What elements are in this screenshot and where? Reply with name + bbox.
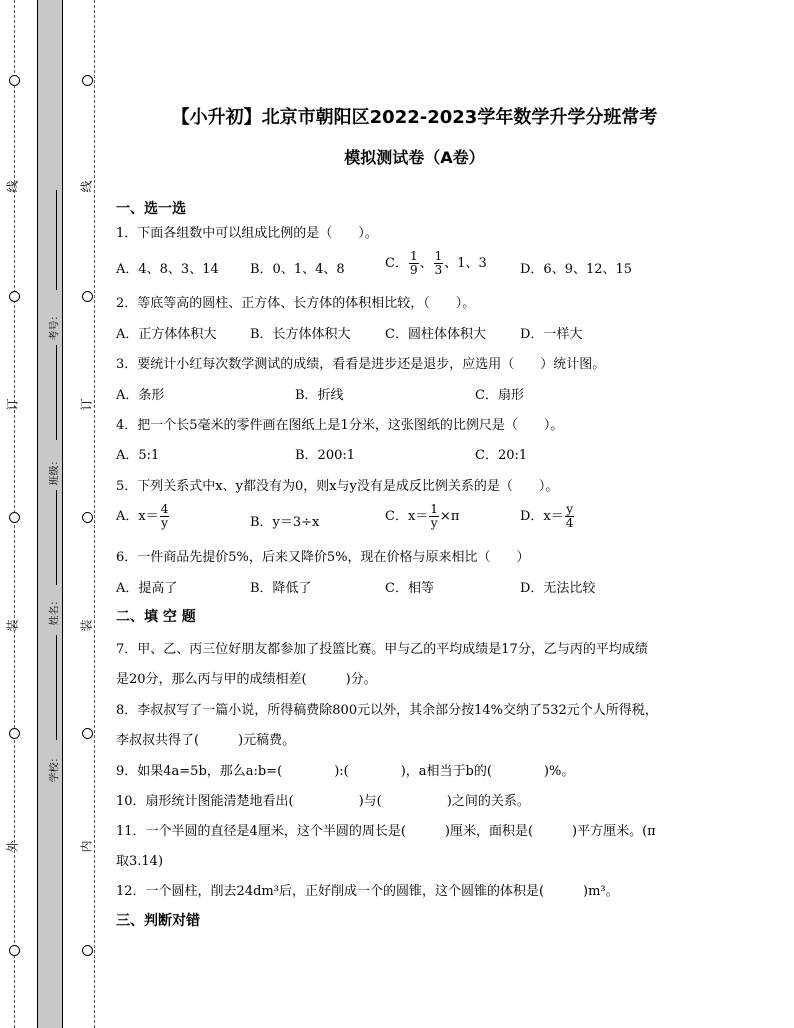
- q5-option-b: B．y＝3÷x: [250, 515, 320, 530]
- field-school-line: [56, 635, 57, 740]
- q7-line1: 7．甲、乙、丙三位好朋友都参加了投篮比赛。甲与乙的平均成绩是17分，乙与丙的平均成绩: [116, 642, 648, 657]
- field-class-line: [56, 345, 57, 440]
- q12-stem: 12．一个圆柱，削去24dm³后，正好削成一个的圆锥，这个圆锥的体积是( )m³。: [116, 884, 619, 899]
- q4-option-b: B．200:1: [295, 448, 356, 463]
- binding-hole-inner: [82, 728, 93, 739]
- field-name-label: 姓名：: [49, 595, 61, 626]
- q2-option-b: B．长方体体积大: [250, 327, 351, 342]
- q1-option-a: A．4、8、3、14: [116, 262, 219, 277]
- q11-line1: 11．一个半圆的直径是4厘米，这个半圆的周长是( )厘米，面积是( )平方厘米。(π: [116, 824, 656, 839]
- q1-option-c: C． $\frac{1}{9}$ 、 $\frac{1}{3}$ 、1、3: [385, 249, 487, 277]
- binding-hole-outer: [9, 728, 20, 739]
- q6-option-b: B．降低了: [250, 581, 312, 596]
- q3-option-a: A．条形: [116, 388, 165, 403]
- q2-option-c: C．圆柱体体积大: [385, 327, 486, 342]
- q1-option-b: B．0、1、4、8: [250, 262, 345, 277]
- outer-mark-bind: 装: [5, 619, 20, 632]
- field-class-label: 班级：: [49, 455, 61, 486]
- page-title-line2: 模拟测试卷（A卷）: [344, 148, 485, 167]
- outer-mark-staple: 订: [5, 398, 20, 411]
- binding-hole-inner: [82, 75, 93, 86]
- q4-option-a: A．5:1: [116, 448, 160, 463]
- field-name-line: [56, 490, 57, 585]
- binding-hole-inner: [82, 291, 93, 302]
- q6-stem: 6．一件商品先提价5%，后来又降价5%，现在价格与原来相比（ ）: [116, 550, 530, 565]
- q3-option-c: C．扇形: [475, 388, 524, 403]
- q3-stem: 3．要统计小红每次数学测试的成绩，看看是进步还是退步，应选用（ ）统计图。: [116, 357, 606, 372]
- q5-stem: 5．下列关系式中x、y都没有为0，则x与y没有是成反比例关系的是（ ）。: [116, 479, 559, 494]
- q2-option-a: A．正方体体积大: [116, 327, 217, 342]
- field-school-label: 学校：: [49, 752, 61, 783]
- q6-option-c: C．相等: [385, 581, 434, 596]
- binding-hole-outer: [9, 945, 20, 956]
- q1-c-prefix: C．: [385, 256, 408, 271]
- inner-mark-inside: 内: [79, 840, 94, 853]
- section-heading-choice: 一、选一选: [116, 201, 186, 217]
- q2-stem: 2．等底等高的圆柱、正方体、长方体的体积相比较，（ ）。: [116, 296, 476, 311]
- field-exam-number-line: [56, 190, 57, 290]
- q8-line1: 8．李叔叔写了一篇小说，所得稿费除800元以外，其余部分按14%交纳了532元个人所得税，: [116, 703, 658, 718]
- q2-option-d: D．一样大: [520, 327, 583, 342]
- section-heading-judge: 三、判断对错: [116, 913, 200, 929]
- q10-stem: 10．扇形统计图能清楚地看出( )与( )之间的关系。: [116, 794, 530, 809]
- fraction-y-4: $\frac{y}{4}$: [565, 502, 574, 530]
- binding-hole-outer: [9, 75, 20, 86]
- q5-option-a: A．x＝ $\frac{4}{y}$: [116, 502, 169, 530]
- q6-option-a: A．提高了: [116, 581, 178, 596]
- binding-hole-outer: [9, 291, 20, 302]
- q1-c-suffix: 、1、3: [444, 256, 487, 271]
- fraction-1-9: $\frac{1}{9}$: [409, 249, 418, 277]
- fraction-4-y: $\frac{4}{y}$: [160, 502, 169, 530]
- q6-option-d: D．无法比较: [520, 581, 596, 596]
- binding-hole-inner: [82, 945, 93, 956]
- q4-stem: 4．把一个长5毫米的零件画在图纸上是1分米，这张图纸的比例尺是（ ）。: [116, 418, 564, 433]
- q9-stem: 9．如果4a=5b，那么a:b=( ):( )，a相当于b的( )%。: [116, 764, 575, 779]
- binding-hole-inner: [82, 512, 93, 523]
- q11-line2: 取3.14): [116, 854, 164, 869]
- outer-mark-outside: 外: [5, 840, 20, 853]
- q3-option-b: B．折线: [295, 388, 344, 403]
- q8-line2: 李叔叔共得了( )元稿费。: [116, 733, 296, 748]
- fraction-1-3: $\frac{1}{3}$: [434, 249, 443, 277]
- q7-line2: 是20分，那么丙与甲的成绩相差( )分。: [116, 672, 377, 687]
- binding-hole-outer: [9, 512, 20, 523]
- section-heading-fill: 二、填 空 题: [116, 609, 196, 625]
- fraction-1-y: $\frac{1}{y}$: [430, 502, 438, 530]
- field-exam-number-label: 考号：: [49, 310, 61, 341]
- page-title-line1: 【小升初】北京市朝阳区2022-2023学年数学升学分班常考: [171, 107, 658, 128]
- inner-mark-staple: 订: [79, 398, 94, 411]
- inner-mark-bind: 装: [79, 619, 94, 632]
- inner-mark-line: 线: [79, 180, 94, 193]
- q5-option-d: D．x＝ $\frac{y}{4}$: [520, 502, 574, 530]
- q1-stem: 1．下面各组数中可以组成比例的是（ ）。: [116, 226, 378, 241]
- outer-mark-line: 线: [5, 180, 20, 193]
- q5-option-c: C．x＝ $\frac{1}{y}$ ×π: [385, 502, 460, 530]
- q4-option-c: C．20:1: [475, 448, 528, 463]
- q1-option-d: D．6、9、12、15: [520, 262, 633, 277]
